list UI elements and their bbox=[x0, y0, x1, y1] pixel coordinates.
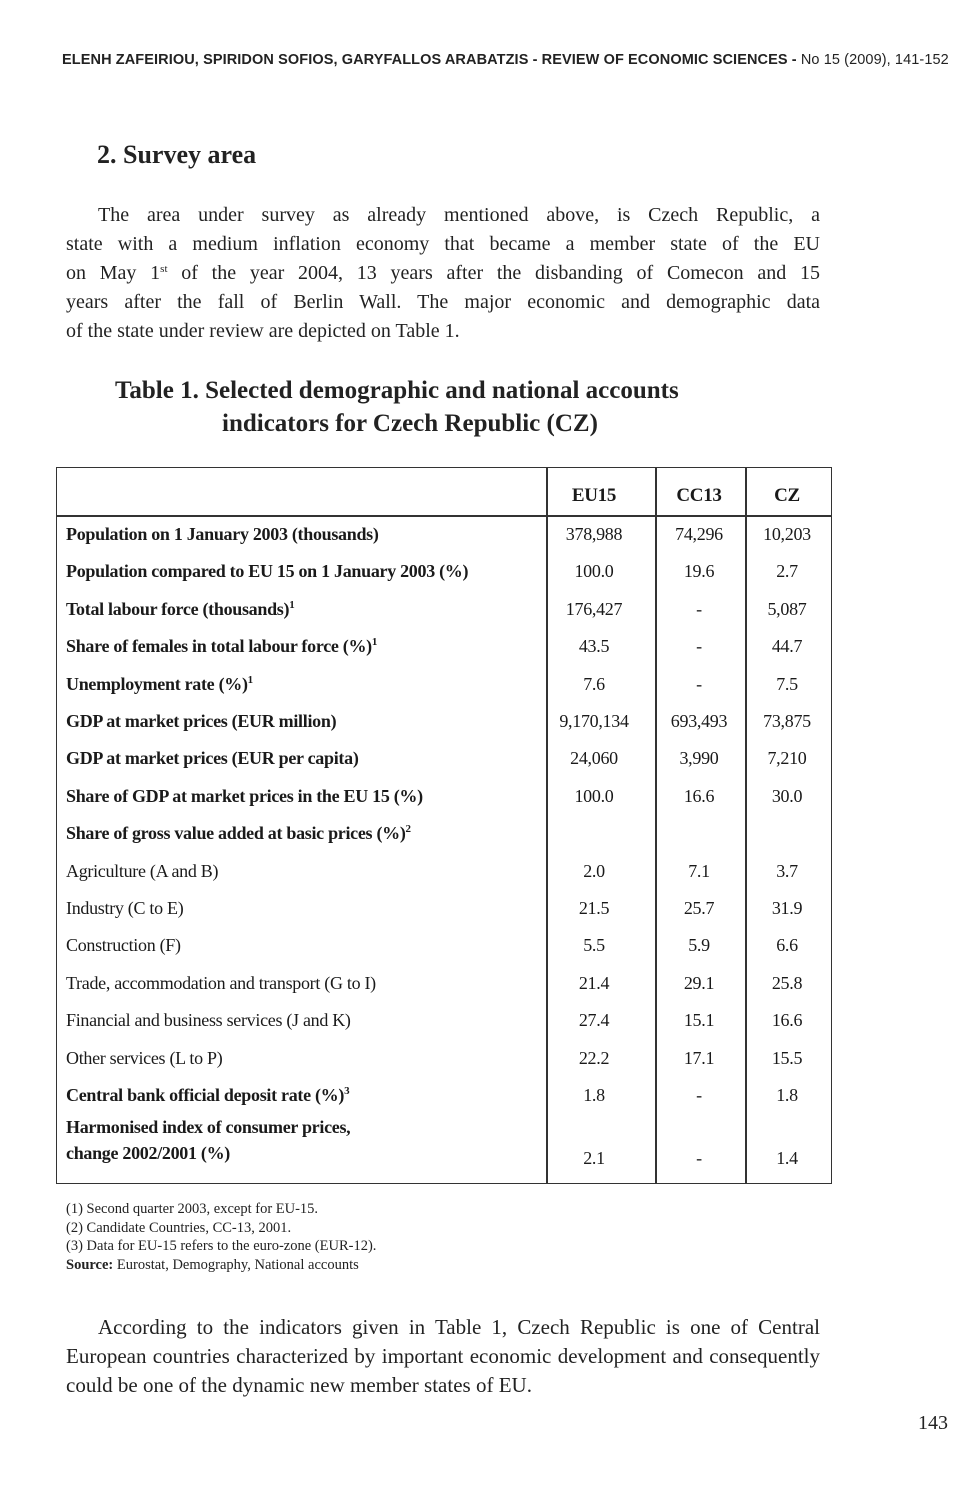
cell-cz: 7.5 bbox=[776, 673, 798, 694]
row-label bbox=[66, 815, 411, 852]
intro-line-3 bbox=[66, 259, 820, 288]
col-header-eu15: EU15 bbox=[571, 485, 617, 506]
table-row bbox=[57, 1040, 831, 1077]
cell-cc13: - bbox=[696, 636, 702, 657]
intro-line-2: state with a medium inflation economy that became a member state of the EU bbox=[66, 233, 820, 255]
cell-cz: 5,087 bbox=[767, 598, 807, 619]
table-header-row bbox=[57, 477, 831, 514]
cell-cc13: - bbox=[696, 673, 702, 694]
cell-cz: 3.7 bbox=[776, 860, 798, 881]
row-label bbox=[66, 628, 377, 665]
cell-cz: 44.7 bbox=[771, 636, 803, 657]
cell-cz: 16.6 bbox=[771, 1010, 803, 1031]
table-row bbox=[57, 1077, 831, 1114]
table-row bbox=[57, 666, 831, 703]
row-label-text: GDP at market prices (EUR per capita) bbox=[66, 748, 359, 769]
table-row bbox=[57, 927, 831, 964]
row-label-text: Population compared to EU 15 on 1 January 2003 (%) bbox=[66, 561, 469, 582]
row-label bbox=[66, 1040, 222, 1077]
row-label bbox=[66, 890, 183, 927]
table-row bbox=[57, 965, 831, 1002]
cell-eu15: 100.0 bbox=[574, 561, 614, 582]
cell-cz: 2.7 bbox=[776, 561, 798, 582]
row-label bbox=[66, 666, 253, 703]
row-label bbox=[66, 1114, 350, 1166]
cell-cz: 7,210 bbox=[767, 748, 807, 769]
cell-cz: 6.6 bbox=[776, 935, 798, 956]
cell-eu15: 7.6 bbox=[583, 673, 605, 694]
cell-cc13: 25.7 bbox=[683, 898, 715, 918]
row-label-text: Central bank official deposit rate (%) bbox=[66, 1085, 345, 1105]
cell-cc13: 74,296 bbox=[675, 524, 723, 544]
row-label bbox=[66, 740, 359, 777]
cell-eu15: 100.0 bbox=[574, 785, 614, 806]
source-text: Eurostat, Demography, National accounts bbox=[113, 1256, 359, 1273]
cell-cc13: 19.6 bbox=[683, 561, 715, 582]
cell-eu15: 22.2 bbox=[578, 1047, 610, 1068]
intro-paragraph bbox=[66, 201, 820, 346]
cell-cz: 73,875 bbox=[763, 711, 811, 731]
row-label-text: Agriculture (A and B) bbox=[66, 860, 219, 881]
table-row bbox=[57, 703, 831, 740]
header-authors-journal: ELENH ZAFEIRIOU, SPIRIDON SOFIOS, GARYFALLOS ARABATZIS - REVIEW OF ECONOMIC SCIENCES - bbox=[62, 52, 801, 68]
intro-line-1: The area under survey as already mentioned above, is Czech Republic, a bbox=[98, 204, 820, 226]
table-row-hicp bbox=[57, 1114, 831, 1176]
row-label bbox=[66, 516, 379, 553]
row-label bbox=[66, 853, 218, 890]
col-header-cc13: CC13 bbox=[676, 485, 722, 506]
table-row bbox=[57, 516, 831, 553]
row-label-text: Share of females in total labour force (%) bbox=[66, 636, 372, 657]
cell-cc13: - bbox=[696, 1148, 702, 1168]
note-2: (2) Candidate Countries, CC-13, 2001. bbox=[66, 1219, 292, 1236]
cell-eu15: 1.8 bbox=[583, 1085, 605, 1105]
intro-line-3-post: of the year 2004, 13 years after the disbanding of Comecon and 15 bbox=[167, 262, 820, 284]
cell-eu15: 2.1 bbox=[583, 1148, 605, 1168]
cell-cc13: 29.1 bbox=[683, 972, 715, 993]
page-number: 143 bbox=[918, 1412, 948, 1434]
cell-cc13: 693,493 bbox=[670, 711, 728, 731]
intro-line-4: years after the fall of Berlin Wall. The major economic and demographic data bbox=[66, 291, 820, 313]
table-row bbox=[57, 740, 831, 777]
row-label bbox=[66, 965, 376, 1002]
running-header bbox=[62, 52, 960, 68]
table-caption-line-1: Table 1. Selected demographic and national accounts bbox=[115, 377, 679, 404]
row-label bbox=[66, 1077, 349, 1114]
cell-eu15: 378,988 bbox=[565, 524, 623, 544]
section-title: 2. Survey area bbox=[97, 140, 257, 169]
cell-cc13: 16.6 bbox=[683, 785, 715, 806]
cell-cc13: 5.9 bbox=[688, 935, 710, 956]
row-label bbox=[66, 553, 468, 590]
source-label: Source: bbox=[66, 1256, 114, 1273]
row-label bbox=[66, 703, 336, 740]
row-label-footnote: 2 bbox=[405, 823, 411, 836]
intro-line-5: of the state under review are depicted on Table 1. bbox=[66, 320, 460, 342]
table-row bbox=[57, 628, 831, 665]
col-header-cz: CZ bbox=[774, 485, 800, 506]
table-row bbox=[57, 591, 831, 628]
row-label bbox=[66, 1002, 351, 1039]
row-label-line-2: change 2002/2001 (%) bbox=[66, 1143, 230, 1163]
cell-eu15: 24,060 bbox=[570, 748, 618, 769]
row-label-text: Share of gross value added at basic prices (%) bbox=[66, 823, 406, 844]
cell-eu15: 43.5 bbox=[578, 636, 610, 657]
note-3: (3) Data for EU-15 refers to the euro-zone (EUR-12). bbox=[66, 1238, 377, 1254]
cell-cc13: 15.1 bbox=[683, 1010, 715, 1031]
cell-cc13: 7.1 bbox=[688, 860, 710, 881]
cell-cc13: 3,990 bbox=[679, 748, 719, 769]
row-label bbox=[66, 591, 294, 628]
row-label-text: Industry (C to E) bbox=[66, 898, 184, 918]
row-label-footnote: 3 bbox=[344, 1085, 350, 1097]
cell-eu15: 2.0 bbox=[583, 860, 605, 881]
row-label bbox=[66, 778, 423, 815]
row-label-footnote: 1 bbox=[289, 598, 295, 611]
row-label-footnote: 1 bbox=[371, 636, 378, 649]
cell-eu15: 5.5 bbox=[583, 935, 605, 956]
row-label-line-1: Harmonised index of consumer prices, bbox=[66, 1117, 351, 1137]
row-label-text: Population on 1 January 2003 (thousands) bbox=[66, 524, 379, 544]
cell-eu15: 9,170,134 bbox=[559, 711, 629, 731]
table-row bbox=[57, 778, 831, 815]
cell-eu15: 27.4 bbox=[578, 1010, 610, 1031]
row-label-footnote: 1 bbox=[247, 673, 253, 686]
cell-cc13: - bbox=[696, 1085, 702, 1105]
cell-cz: 30.0 bbox=[771, 785, 803, 806]
row-label-text: Share of GDP at market prices in the EU 15 (%) bbox=[66, 785, 423, 806]
row-label-text: Other services (L to P) bbox=[66, 1047, 223, 1068]
row-label-text: Construction (F) bbox=[66, 935, 181, 956]
source-note bbox=[66, 1256, 376, 1275]
cell-cc13: 17.1 bbox=[683, 1047, 715, 1068]
row-label-text: Trade, accommodation and transport (G to I) bbox=[66, 972, 376, 993]
table-row bbox=[57, 815, 831, 852]
intro-line-3-pre: on May 1 bbox=[66, 262, 161, 284]
cell-cz: 31.9 bbox=[771, 898, 803, 918]
table-caption-line-2: indicators for Czech Republic (CZ) bbox=[222, 410, 598, 437]
cell-cz: 10,203 bbox=[763, 524, 811, 544]
cell-eu15: 21.4 bbox=[578, 972, 610, 993]
table-row bbox=[57, 553, 831, 590]
cell-eu15: 176,427 bbox=[565, 598, 623, 619]
row-label-text: Financial and business services (J and K) bbox=[66, 1010, 351, 1031]
row-label-text: Unemployment rate (%) bbox=[66, 673, 248, 694]
cell-cz: 1.4 bbox=[776, 1148, 798, 1168]
cell-cz: 25.8 bbox=[771, 972, 803, 993]
cell-cc13: - bbox=[696, 598, 702, 619]
table-row bbox=[57, 1002, 831, 1039]
intro-line-3-sup: st bbox=[160, 263, 168, 275]
table-row bbox=[57, 890, 831, 927]
cell-eu15: 21.5 bbox=[578, 898, 610, 918]
note-1: (1) Second quarter 2003, except for EU-15. bbox=[66, 1201, 319, 1217]
row-label-text: GDP at market prices (EUR million) bbox=[66, 711, 337, 731]
conclusion-paragraph: According to the indicators given in Table 1, Czech Republic is one of Central European countries characterized by important economic development and consequently could be one of the dynamic new member states of EU. bbox=[66, 1315, 820, 1397]
cell-cz: 15.5 bbox=[771, 1047, 803, 1068]
table-notes bbox=[66, 1200, 376, 1274]
row-label bbox=[66, 927, 181, 964]
header-issue: No 15 (2009), 141-152 bbox=[800, 52, 949, 68]
cell-cz: 1.8 bbox=[776, 1085, 798, 1105]
indicators-table bbox=[56, 467, 832, 1184]
table-row bbox=[57, 853, 831, 890]
row-label-text: Total labour force (thousands) bbox=[66, 598, 290, 619]
